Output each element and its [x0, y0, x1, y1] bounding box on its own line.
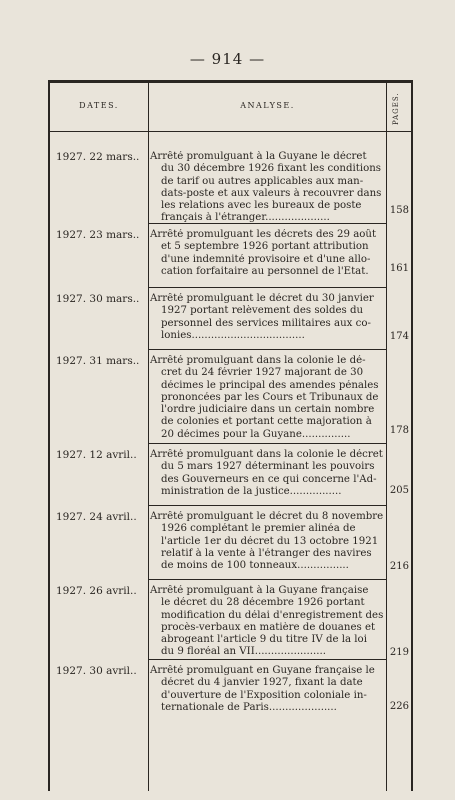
analysis-line: décret du 4 janvier 1927, fixant la date — [161, 677, 363, 689]
row-divider — [148, 505, 386, 506]
index-table — [48, 80, 413, 791]
analysis-line: de colonies et portant cette majoration à — [161, 416, 372, 428]
analysis-line: et 5 septembre 1926 portant attribution — [161, 241, 369, 253]
analysis-line: Arrêté promulguant les décrets des 29 août — [150, 229, 377, 240]
analysis-line: du 30 décembre 1926 fixant les conditions — [161, 163, 382, 175]
column-divider-pages — [386, 83, 387, 791]
analysis-line: de moins de 100 tonneaux................ — [161, 560, 349, 572]
analysis-line: ternationale de Paris..................... — [161, 701, 337, 713]
analysis-line: relatif à la vente à l'étranger des navires — [161, 547, 372, 559]
analysis-line: 1926 complétant le premier alinéa de — [161, 523, 356, 535]
entry-analysis — [148, 449, 386, 498]
entry-analysis — [148, 665, 386, 714]
analysis-line: d'une indemnité provisoire et d'une allo- — [161, 253, 371, 265]
analysis-line: 20 décimes pour la Guyane............... — [161, 428, 351, 440]
analysis-line: ministration de la justice................ — [161, 485, 342, 497]
entry-date: 1927. 24 avril.. — [56, 511, 137, 523]
entry-date: 1927. 26 avril.. — [56, 585, 137, 597]
entry-page: 216 — [389, 561, 409, 572]
analysis-line: Arrêté promulguant le décret du 30 janvier — [150, 293, 374, 304]
analysis-line: cret du 24 février 1927 majorant de 30 — [161, 367, 364, 379]
entry-page: 158 — [389, 205, 409, 216]
analysis-line: Arrêté promulguant dans la colonie le dé- — [150, 355, 366, 366]
entry-page: 219 — [389, 647, 409, 658]
analysis-line: lonies................................... — [161, 329, 305, 341]
entry-date: 1927. 22 mars.. — [56, 151, 140, 163]
analysis-line: le décret du 28 décembre 1926 portant — [161, 597, 365, 609]
analysis-line: dats-poste et aux valeurs à recouvrer dans — [161, 187, 382, 199]
analysis-line: 1927 portant relèvement des soldes du — [161, 305, 364, 317]
entry-page: 174 — [389, 331, 409, 342]
header-pages: PAGES. — [392, 92, 400, 126]
analysis-line: procès-verbaux en matière de douanes et — [161, 621, 376, 633]
analysis-line: Arrêté promulguant à la Guyane française — [150, 585, 369, 596]
entry-page: 205 — [389, 485, 409, 496]
page-number: — 914 — — [189, 50, 266, 68]
row-divider — [148, 579, 386, 580]
header-analyse: ANALYSE. — [240, 101, 295, 110]
analysis-line: français à l'étranger.................... — [161, 212, 330, 224]
header-dates: DATES. — [79, 101, 119, 110]
entry-date: 1927. 30 mars.. — [56, 293, 140, 305]
row-divider — [148, 287, 386, 288]
header-rule — [48, 131, 413, 132]
entry-date: 1927. 31 mars.. — [56, 355, 140, 367]
entry-page: 178 — [389, 425, 409, 436]
analysis-line: d'ouverture de l'Exposition coloniale in- — [161, 689, 367, 701]
table-right-border — [411, 83, 413, 791]
entry-date: 1927. 23 mars.. — [56, 229, 140, 241]
analysis-line: Arrêté promulguant le décret du 8 novembre — [150, 511, 384, 522]
analysis-line: Arrêté promulguant en Guyane française le — [150, 665, 375, 676]
entry-page: 226 — [389, 701, 409, 712]
analysis-line: décimes le principal des amendes pénales — [161, 379, 379, 391]
entry-analysis — [148, 293, 386, 342]
analysis-line: modification du délai d'enregistrement des — [161, 609, 384, 621]
entry-date: 1927. 30 avril.. — [56, 665, 137, 677]
analysis-line: du 9 floréal an VII...................... — [161, 646, 326, 658]
analysis-line: prononcées par les Cours et Tribunaux de — [161, 391, 379, 403]
entry-analysis — [148, 229, 386, 278]
analysis-line: cation forfaitaire au personnel de l'État. — [161, 265, 369, 277]
analysis-line: Arrêté promulguant dans la colonie le décret — [150, 449, 383, 460]
entry-page: 161 — [389, 263, 409, 274]
table-left-border — [48, 83, 50, 791]
analysis-line: les relations avec les bureaux de poste — [161, 200, 362, 212]
entry-analysis — [148, 511, 386, 572]
entry-analysis — [148, 585, 386, 659]
entry-analysis — [148, 151, 386, 225]
analysis-line: du 5 mars 1927 déterminant les pouvoirs — [161, 461, 375, 473]
analysis-line: Arrêté promulguant à la Guyane le décret — [150, 151, 367, 162]
row-divider — [148, 443, 386, 444]
row-divider — [148, 659, 386, 660]
analysis-line: abrogeant l'article 9 du titre IV de la loi — [161, 634, 367, 646]
analysis-line: de tarif ou autres applicables aux man- — [161, 175, 364, 187]
analysis-line: l'article 1er du décret du 13 octobre 1921 — [161, 535, 379, 547]
entry-analysis — [148, 355, 386, 441]
analysis-line: des Gouverneurs en ce qui concerne l'Ad- — [161, 473, 377, 485]
entry-date: 1927. 12 avril.. — [56, 449, 137, 461]
row-divider — [148, 349, 386, 350]
analysis-line: personnel des services militaires aux co- — [161, 317, 371, 329]
row-divider — [148, 223, 386, 224]
analysis-line: l'ordre judiciaire dans un certain nombre — [161, 404, 375, 416]
